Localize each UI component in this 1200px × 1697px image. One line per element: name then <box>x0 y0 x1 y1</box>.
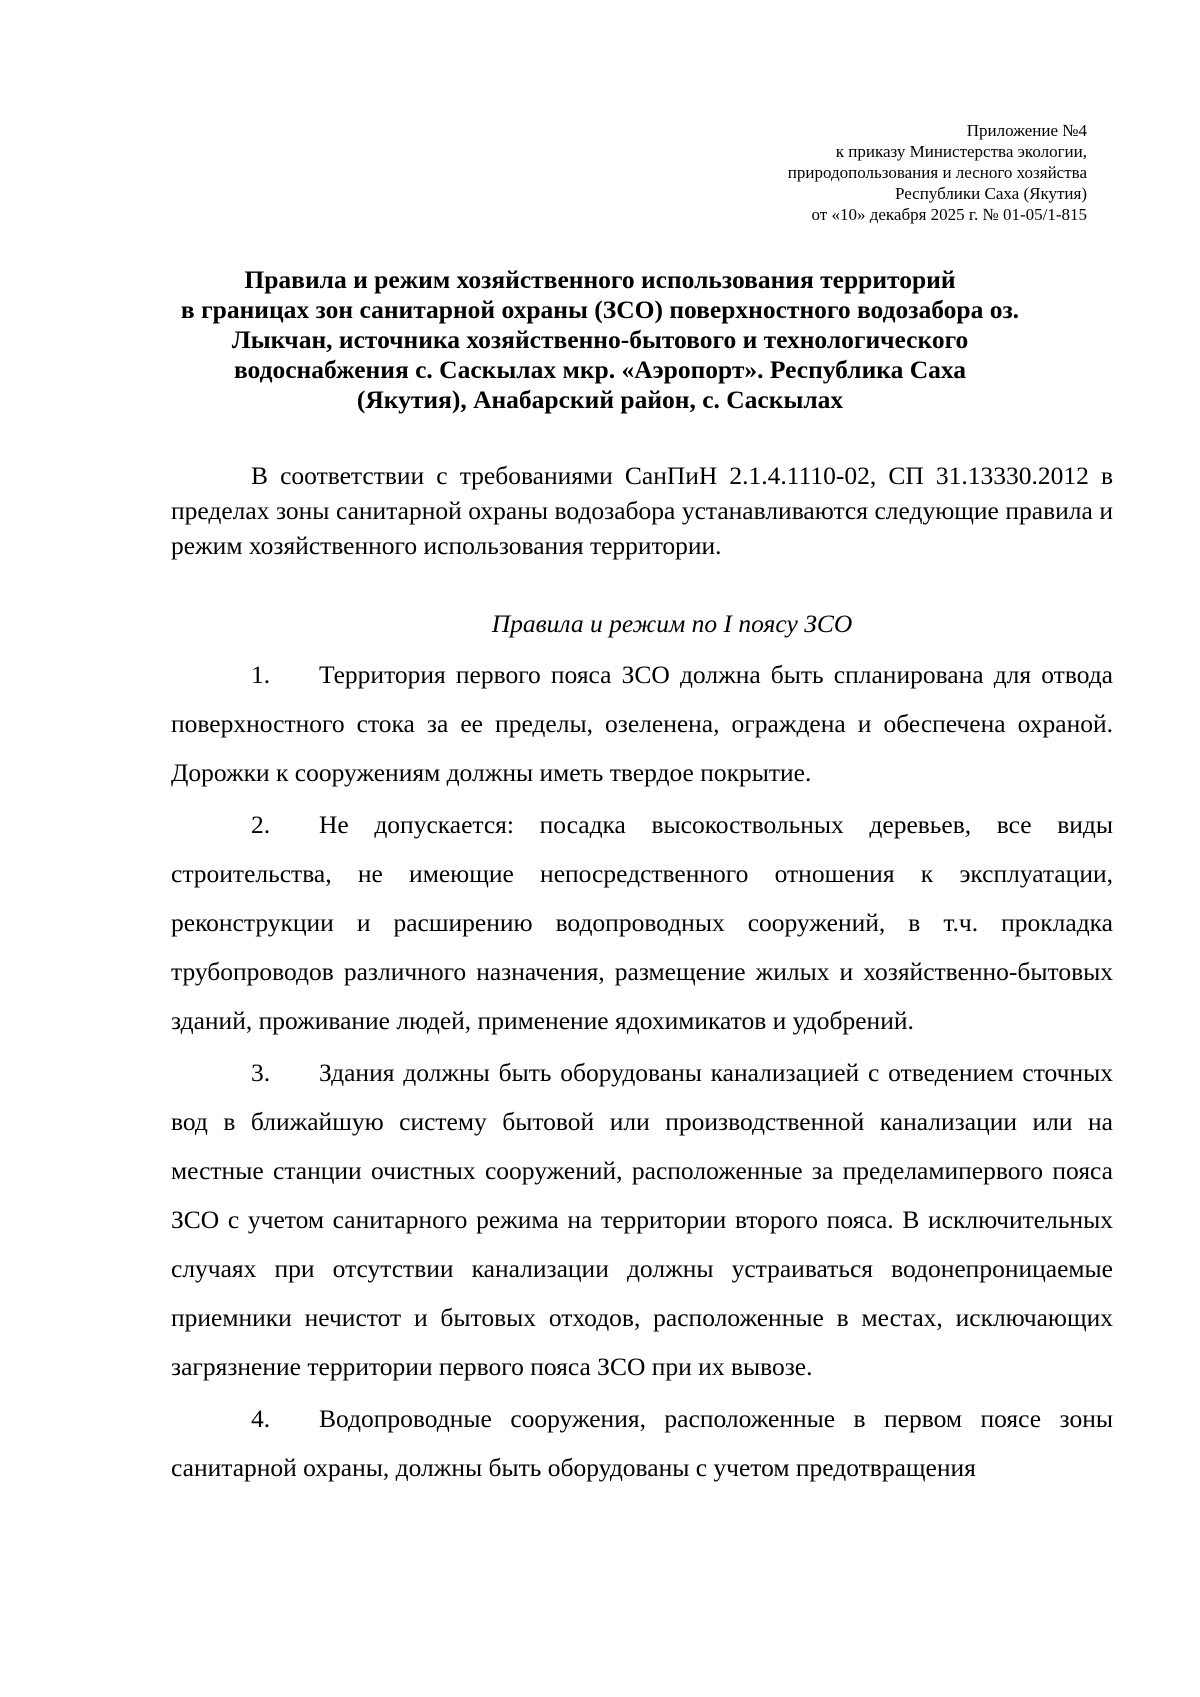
rule-number: 1. <box>251 660 271 689</box>
intro-paragraph: В соответствии с требованиями СанПиН 2.1.4.1110-02, СП 31.13330.2012 в пределах зоны санитарной охраны водозабора устанавливаются следующие правила и режим хозяйственного использования территории. <box>171 461 1113 560</box>
rule-number: 4. <box>251 1404 271 1433</box>
rule-item <box>171 650 1113 797</box>
title-line: водоснабжения с. Саскылах мкр. «Аэропорт». Республика Саха <box>233 355 967 384</box>
appendix-line: к приказу Министерства экологии, <box>835 142 1087 161</box>
appendix-reference <box>627 120 1087 225</box>
title-line: Лыкчан, источника хозяйственно-бытового и технологического <box>231 325 969 354</box>
rule-text: Здания должны быть оборудованы канализацией с отведением сточных вод в ближайшую систему бытовой или производственной канализации или на местные станции очистных сооружений, расположенные за пределамипервого пояса ЗСО с учетом санитарного режима на территории второго пояса. В исключительных случаях при отсутствии канализации должны устраиваться водонепроницаемые приемники нечистот и бытовых отходов, расположенные в местах, исключающих загрязнение территории первого пояса ЗСО при их вывозе. <box>171 1058 1113 1381</box>
document-title <box>140 265 1060 415</box>
section-heading: Правила и режим по I поясу ЗСО <box>491 609 853 638</box>
rule-item <box>171 800 1113 1045</box>
appendix-line: Республики Саха (Якутия) <box>894 184 1087 203</box>
title-line: Правила и режим хозяйственного использования территорий <box>244 265 956 294</box>
title-line: (Якутия), Анабарский район, с. Саскылах <box>356 385 844 414</box>
rule-text: Не допускается: посадка высокоствольных деревьев, все виды строительства, не имеющие непосредственного отношения к эксплуатации, реконструкции и расширению водопроводных сооружений, в т.ч. прокладка трубопроводов различного назначения, размещение жилых и хозяйственно-бытовых зданий, проживание людей, применение ядохимикатов и удобрений. <box>171 810 1113 1035</box>
appendix-line: природопользования и лесного хозяйства <box>787 163 1087 182</box>
rule-text: Водопроводные сооружения, расположенные в первом поясе зоны санитарной охраны, должны быть оборудованы с учетом предотвращения <box>171 1404 1113 1482</box>
title-line: в границах зон санитарной охраны (ЗСО) поверхностного водозабора оз. <box>180 295 1020 324</box>
rule-number: 3. <box>251 1058 271 1087</box>
rules-list <box>171 650 1113 1495</box>
rule-text: Территория первого пояса ЗСО должна быть спланирована для отвода поверхностного стока за ее пределы, озеленена, ограждена и обеспечена охраной. Дорожки к сооружениям должны иметь твердое покрытие. <box>171 660 1113 787</box>
rule-item <box>171 1394 1113 1492</box>
rule-number: 2. <box>251 810 271 839</box>
appendix-line: Приложение №4 <box>966 121 1087 140</box>
rule-item <box>171 1048 1113 1391</box>
appendix-line: от «10» декабря 2025 г. № 01-05/1-815 <box>811 205 1087 224</box>
